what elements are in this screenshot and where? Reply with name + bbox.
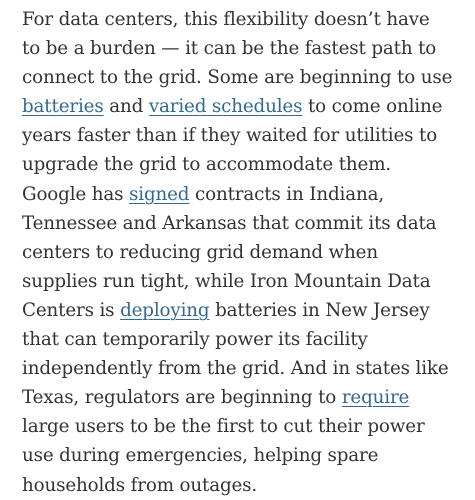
article-paragraph [22,5,472,500]
text-segment: that can temporarily power its facility [22,329,368,351]
text-line [22,180,472,209]
text-segment: Texas, regulators are beginning to [22,387,342,409]
text-line [22,209,472,238]
link-deploying[interactable]: deploying [120,299,210,321]
text-segment: years faster than if they waited for utilities to [22,125,438,147]
text-line [22,121,472,150]
text-line [22,383,472,412]
text-segment: batteries in New Jersey [209,299,430,321]
text-segment: Tennessee and Arkansas that commit its data [22,212,437,234]
link-require[interactable]: require [341,387,410,409]
text-line [22,34,472,63]
text-segment: upgrade the grid to accommodate them. [22,154,392,176]
link-signed[interactable]: signed [129,183,190,205]
text-line [22,92,472,121]
text-line [22,471,472,500]
link-varied-schedules[interactable]: varied schedules [148,96,303,118]
text-segment: For data centers, this flexibility doesn’t have [22,9,430,30]
text-segment: contracts in Indiana, [189,183,384,205]
text-line [22,5,472,34]
text-line [22,412,472,441]
text-line [22,325,472,354]
text-segment: independently from the grid. And in states like [22,358,449,380]
text-segment: to come online [302,96,443,118]
text-line [22,441,472,470]
text-segment: large users to be the first to cut their power [22,416,425,438]
text-segment: supplies run tight, while Iron Mountain Data [22,270,431,292]
text-segment: Centers is [22,299,121,321]
text-segment: centers to reducing grid demand when [22,241,378,263]
text-segment: and [103,96,149,118]
text-line [22,296,472,325]
text-segment: use during emergencies, helping spare [22,445,379,467]
text-line [22,150,472,179]
text-segment: connect to the grid. Some are beginning to use [22,67,453,89]
link-batteries[interactable]: batteries [22,96,104,118]
text-line [22,267,472,296]
text-line [22,238,472,267]
text-line [22,63,472,92]
text-segment: Google has [22,183,130,205]
text-segment: to be a burden — it can be the fastest path to [22,38,437,60]
text-line [22,354,472,383]
text-segment: households from outages. [22,474,258,496]
